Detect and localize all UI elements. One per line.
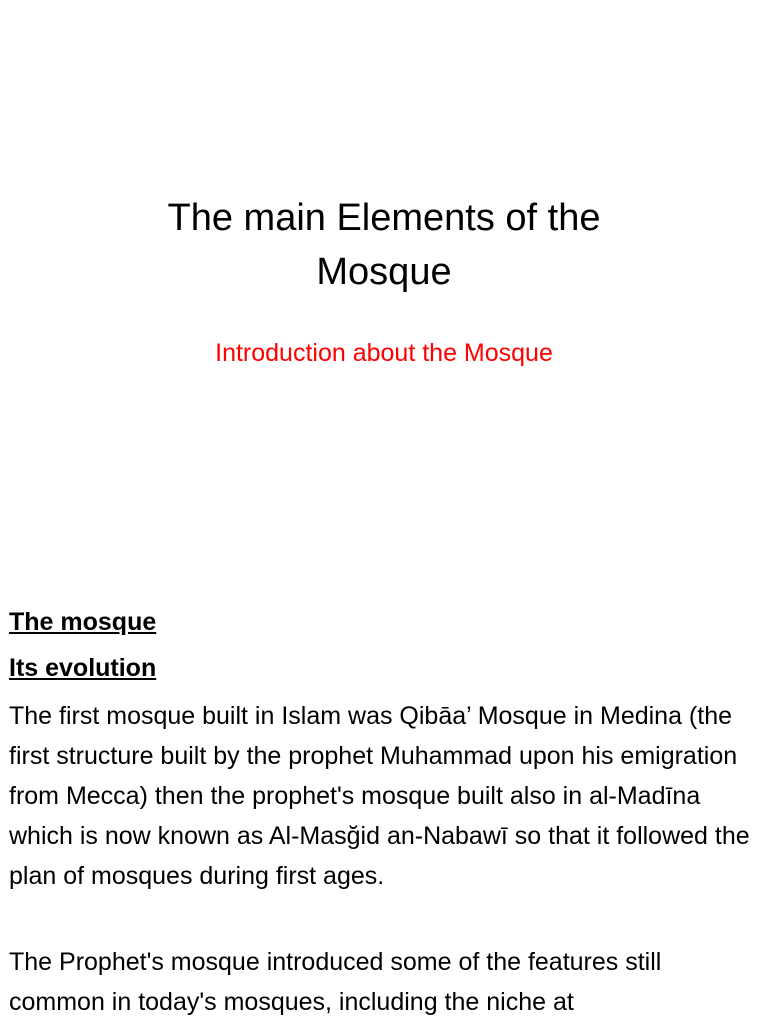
title-line-1: The main Elements of the: [167, 197, 601, 239]
body-paragraph-2: The Prophet's mosque introduced some of the features still common in today's mosques, including the niche at: [9, 948, 662, 1016]
body-paragraph-1: The first mosque built in Islam was Qibāa’ Mosque in Medina (the first structure built by the prophet Muhammad upon his emigration from Mecca) then the prophet's mosque built also in al-Madīna which is now known as Al-Masğid an-Nabawī so that it followed the plan of mosques during first ages.: [9, 702, 750, 890]
title-line-2: Mosque: [316, 251, 452, 293]
content-slide: [0, 600, 768, 1024]
section-heading-mosque: The mosque: [9, 608, 157, 636]
subtitle: Introduction about the Mosque: [215, 339, 553, 367]
page-title: [84, 191, 684, 299]
section-heading-evolution: Its evolution: [9, 654, 157, 682]
